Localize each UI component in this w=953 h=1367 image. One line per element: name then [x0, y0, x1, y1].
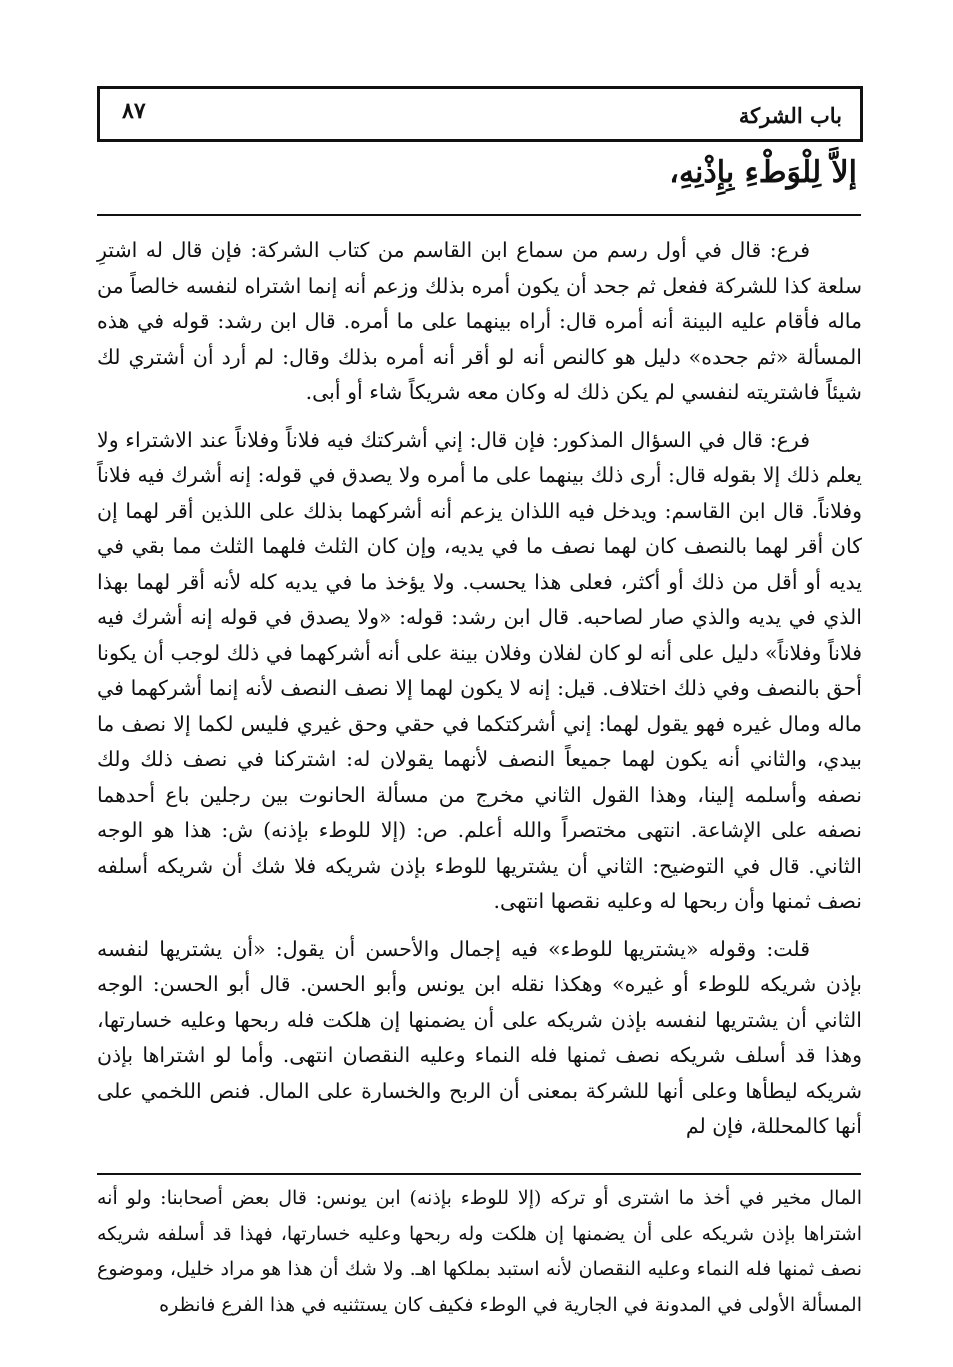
footnote-divider	[97, 1173, 861, 1175]
paragraph-2: فرع: قال في السؤال المذكور: فإن قال: إني أشركتك فيه فلاناً وفلاناً عند الاشتراء ولا يعلم ذلك إلا بقوله قال: أرى ذلك بينهما على ما أمره ولا يصدق في قوله: إنه أشرك فيه فلاناً وفلاناً. قال ابن القاسم: ويدخل فيه اللذان يزعم أنه أشركهما بذلك على اللذين أقر لهما إن كان أقر لهما بالنصف كان لهما نصف ما في يديه، وإن كان الثلث فلهما الثلث مما بقي في يديه أو أقل من ذلك أو أكثر، فعلى هذا يحسب. ولا يؤخذ ما في يديه كله لأنه أقر لهما بهذا الذي في يديه والذي صار لصاحبه. قال ابن رشد: قوله: «ولا يصدق في قوله إنه أشرك فيه فلاناً وفلاناً» دليل على أنه لو كان لفلان وفلان بينة على أنه أشركهما في ذلك لوجب أن يكونا أحق بالنصف وفي ذلك اختلاف. قيل: إنه لا يكون لهما إلا نصف النصف لأنه إنما أشركهما في ماله ومال غيره فهو يقول لهما: إني أشركتكما في حقي وحق غيري فليس لكما إلا نصف ما بيدي، والثاني أنه يكون لهما جميعاً النصف لأنهما يقولان له: اشتركنا في نصف ذلك ولك نصفه وأسلمه إلينا، وهذا القول الثاني مخرج من مسألة الحانوت بين رجلين باع أحدهما نصفه على الإشاعة. انتهى مختصراً والله أعلم. ص: (إلا للوطء بإذنه) ش: هذا هو الوجه الثاني. قال في التوضيح: الثاني أن يشتريها للوطء بإذن شريكه فلا شك أن شريكه أسلفه نصف ثمنها وأن ربحها له وعليه نقصها انتهى.	[97, 427, 862, 913]
commentary-body	[97, 233, 862, 1157]
running-header	[97, 86, 863, 142]
footnote-area	[97, 1181, 862, 1323]
top-divider	[97, 214, 861, 216]
footnote-text: المال مخير في أخذ ما اشترى أو تركه (إلا للوطء بإذنه) ابن يونس: قال بعض أصحابنا: ولو أنه اشتراها بإذن شريكه على أن يضمنها إن هلكت وله ربحها وعليه خسارتها، فهذا قد أسلفه شريكه نصف ثمنها فله النماء وعليه النقصان لأنه استبد بملكها اهـ. ولا شك أن هذا هو مراد خليل، وموضوع المسألة الأولى في المدونة في الجارية في الوطء فكيف كان يستثنيه في هذا الفرع فانظره	[97, 1187, 863, 1316]
matn-heading: إلاَّ لِلْوَطْءِ بِإِذْنِهِ،	[669, 155, 857, 190]
page-number: ٨٧	[122, 98, 146, 124]
paragraph-1: فرع: قال في أول رسم من سماع ابن القاسم من كتاب الشركة: فإن قال له اشترِ سلعة كذا للشركة ففعل ثم جحد أن يكون أمره بذلك وزعم أنه إنما اشتراه لنفسه خالصاً من ماله فأقام عليه البينة أنه أمره قال: أراه بينهما على ما أمره. قال ابن رشد: قوله في هذه المسألة «ثم جحده» دليل هو كالنص أنه لو أقر أنه أمره بذلك وقال: لم أرد أن أشتري لك شيئاً فاشتريته لنفسي لم يكن ذلك له وكان معه شريكاً شاء أو أبى.	[97, 238, 862, 404]
chapter-title: باب الشركة	[738, 103, 842, 128]
paragraph-3: قلت: وقوله «يشتريها للوطء» فيه إجمال والأحسن أن يقول: «أن يشتريها لنفسه بإذن شريكه للوطء أو غيره» وهكذا نقله ابن يونس وأبو الحسن. قال أبو الحسن: الوجه الثاني أن يشتريها لنفسه بإذن شريكه على أن يضمنها إن هلكت فله ربحها وعليه خسارتها، وهذا قد أسلف شريكه نصف ثمنها فله النماء وعليه النقصان انتهى. وأما لو اشتراها بإذن شريكه ليطأها وعلى أنها للشركة بمعنى أن الربح والخسارة على المال. فنص اللخمي على أنها كالمحللة، فإن لم	[97, 936, 862, 1138]
